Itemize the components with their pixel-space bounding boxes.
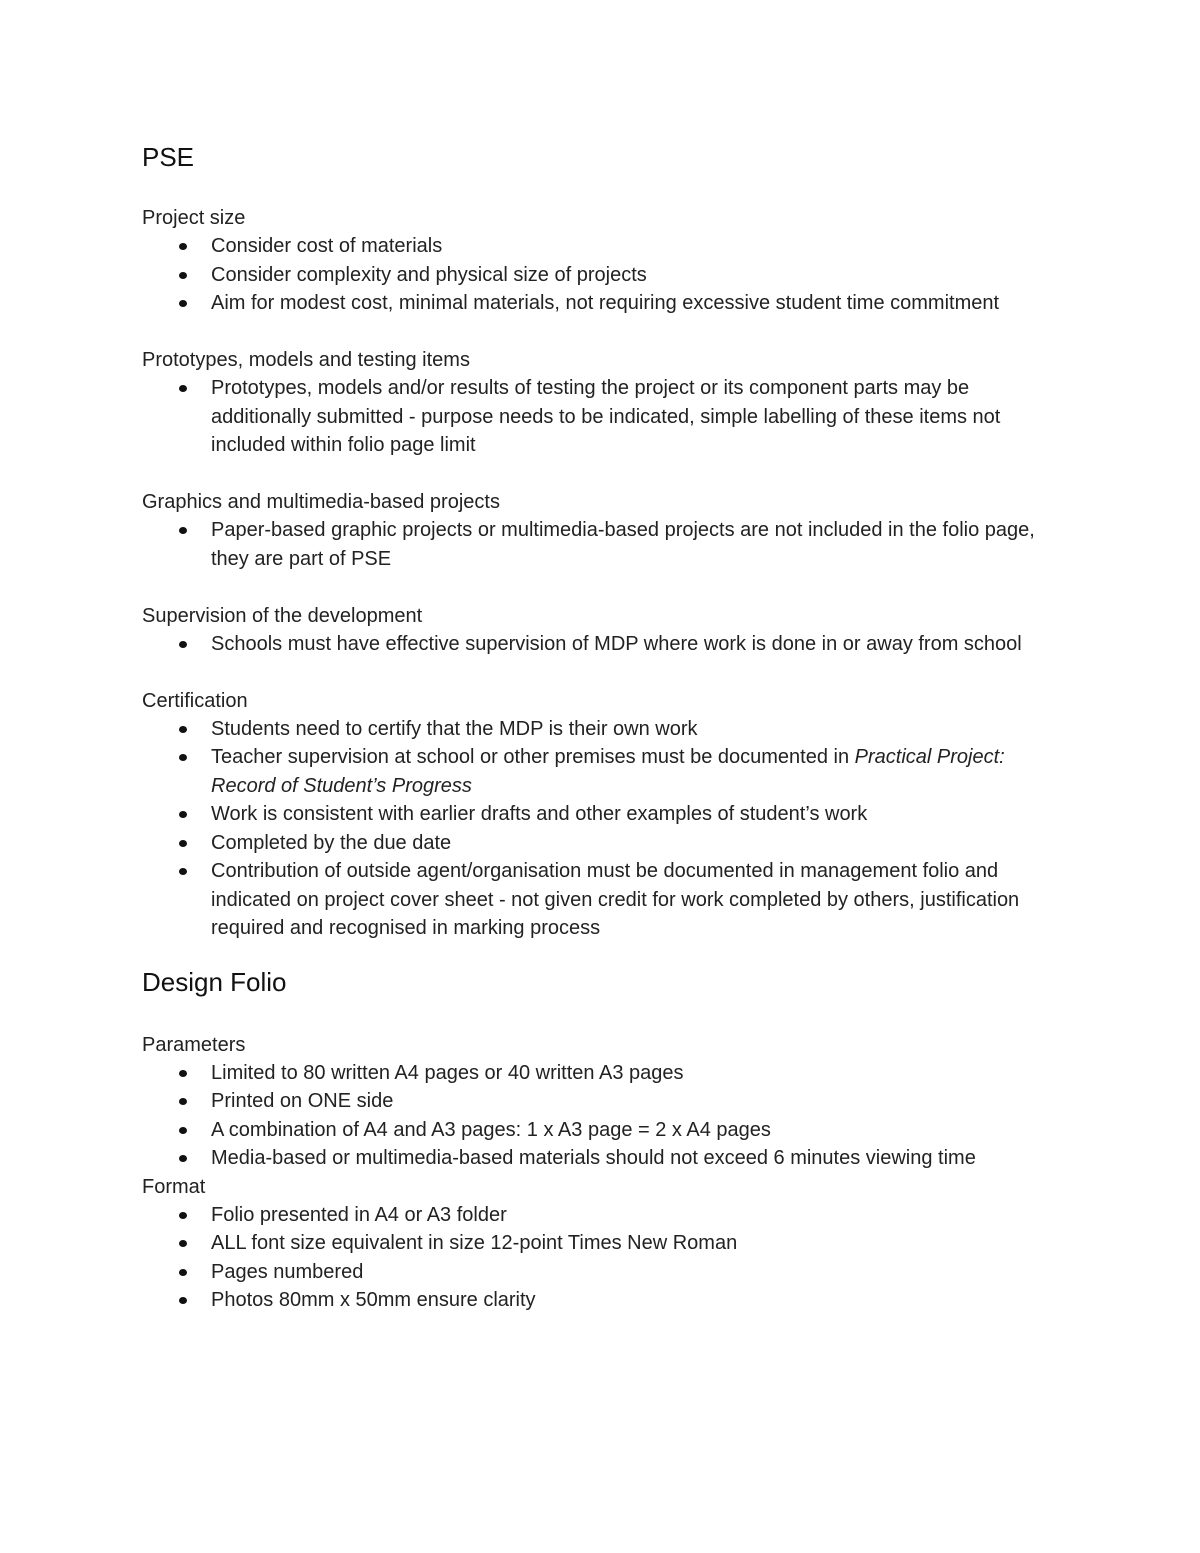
list-item: Work is consistent with earlier drafts and other examples of student’s work	[211, 800, 1052, 829]
list-item: Limited to 80 written A4 pages or 40 written A3 pages	[211, 1059, 1052, 1088]
document-title-italic: Practical Project: Record of Student’s Progress	[211, 746, 1005, 797]
section-label: Project size	[142, 207, 246, 229]
list-item-text: Teacher supervision at school or other premises must be documented in	[211, 746, 855, 768]
list-item: Folio presented in A4 or A3 folder	[211, 1201, 1052, 1230]
list-item: Printed on ONE side	[211, 1087, 1052, 1116]
list-item: Aim for modest cost, minimal materials, not requiring excessive student time commitment	[211, 289, 1052, 318]
section-prototypes	[142, 346, 1052, 460]
list-item: Contribution of outside agent/organisation must be documented in management folio and indicated on project cover sheet - not given credit for work completed by others, justification required and recognised in marking process	[211, 857, 1052, 943]
bullet-list	[142, 1201, 1052, 1315]
section-label: Prototypes, models and testing items	[142, 349, 470, 371]
list-item: Media-based or multimedia-based materials should not exceed 6 minutes viewing time	[211, 1144, 1052, 1173]
bullet-list	[142, 374, 1052, 460]
list-item: Prototypes, models and/or results of testing the project or its component parts may be additionally submitted - purpose needs to be indicated, simple labelling of these items not included within folio page limit	[211, 374, 1052, 460]
bullet-list	[142, 232, 1052, 318]
list-item: Schools must have effective supervision of MDP where work is done in or away from school	[211, 630, 1052, 659]
list-item: ALL font size equivalent in size 12-point Times New Roman	[211, 1229, 1052, 1258]
section-project-size	[142, 204, 1052, 318]
list-item: Consider complexity and physical size of projects	[211, 261, 1052, 290]
list-item	[211, 743, 1052, 800]
bullet-list	[142, 715, 1052, 943]
section-label: Graphics and multimedia-based projects	[142, 491, 500, 513]
section-label: Certification	[142, 689, 248, 712]
list-item: Photos 80mm x 50mm ensure clarity	[211, 1286, 1052, 1315]
bullet-list	[142, 1059, 1052, 1173]
bullet-list	[142, 630, 1052, 659]
document-page	[142, 140, 1052, 1315]
bullet-list	[142, 516, 1052, 573]
section-label: Format	[142, 1175, 206, 1198]
section-label: Supervision of the development	[142, 604, 423, 627]
list-item: Paper-based graphic projects or multimedia-based projects are not included in the folio page, they are part of PSE	[211, 516, 1052, 573]
section-certification	[142, 687, 1052, 943]
heading-pse: PSE	[142, 142, 195, 172]
list-item: Completed by the due date	[211, 829, 1052, 858]
list-item: Consider cost of materials	[211, 232, 1052, 261]
list-item: A combination of A4 and A3 pages: 1 x A3 page = 2 x A4 pages	[211, 1116, 1052, 1145]
section-format	[142, 1173, 1052, 1315]
list-item: Students need to certify that the MDP is their own work	[211, 715, 1052, 744]
heading-design-folio: Design Folio	[142, 966, 287, 997]
section-graphics	[142, 488, 1052, 573]
section-parameters	[142, 1031, 1052, 1173]
list-item: Pages numbered	[211, 1258, 1052, 1287]
section-label: Parameters	[142, 1033, 246, 1056]
section-supervision	[142, 602, 1052, 659]
